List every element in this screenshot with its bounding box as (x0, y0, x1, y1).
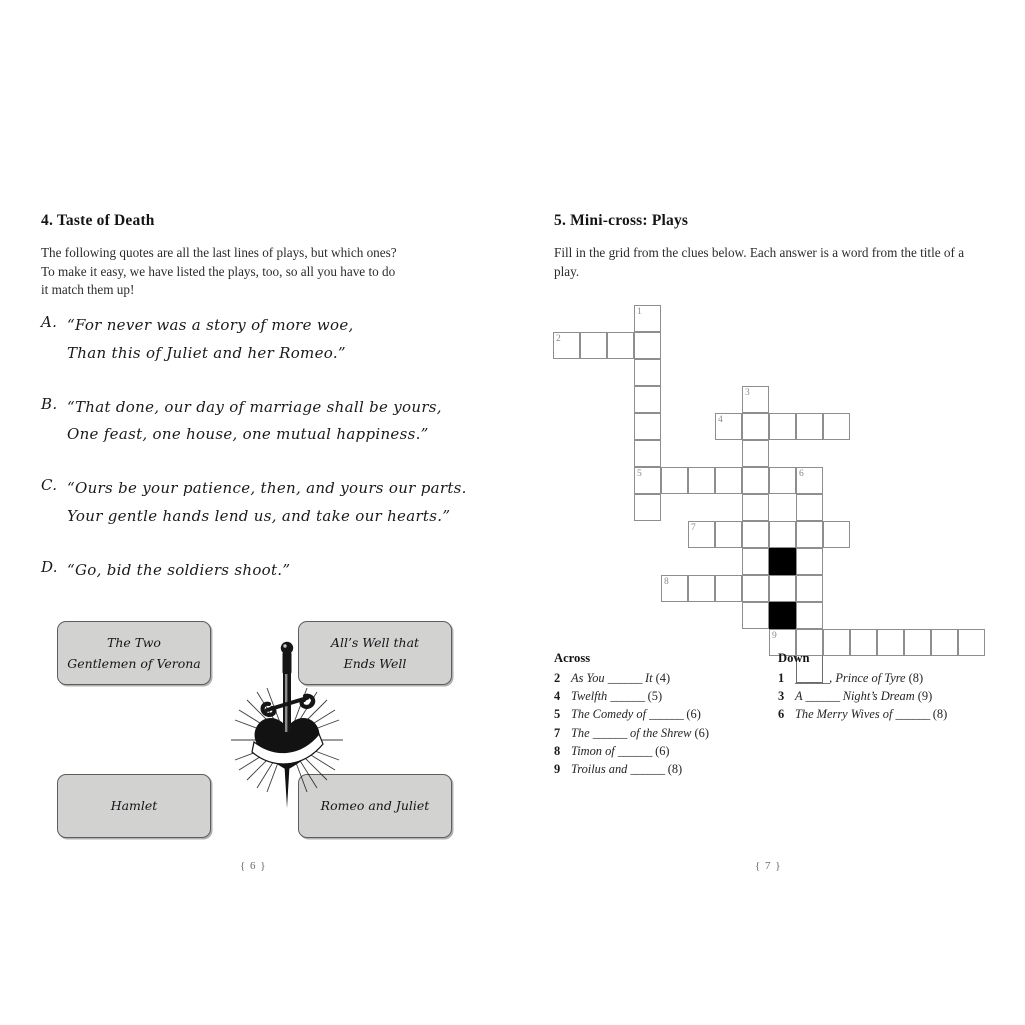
clue-number: 5 (554, 707, 561, 722)
crossword-cell[interactable] (742, 413, 769, 440)
crossword-cell[interactable] (715, 575, 742, 602)
clue-number: 2 (554, 671, 561, 685)
crossword-cell[interactable] (634, 305, 661, 332)
quote-list (41, 312, 467, 610)
answer-box-line1: Hamlet (110, 798, 158, 814)
answer-box-group (41, 608, 461, 858)
clue-across-4[interactable] (554, 687, 784, 705)
crossword-cell[interactable] (688, 521, 715, 548)
clue-number: 6 (778, 707, 785, 722)
crossword-cell-number: 7 (691, 523, 696, 533)
crossword-cell-number: 8 (664, 577, 669, 587)
clue-number: 3 (778, 689, 785, 704)
clue-blank: ______ (795, 671, 830, 685)
crossword-block-cell (769, 602, 796, 629)
crossword-cell[interactable] (553, 332, 580, 359)
clues-across-heading: Across (554, 651, 591, 665)
folio-left: { 6 } (240, 860, 267, 872)
quote-text (67, 475, 467, 531)
crossword-cell[interactable] (769, 521, 796, 548)
crossword-cell[interactable] (769, 413, 796, 440)
clue-down-3[interactable] (778, 687, 988, 705)
crossword-cell[interactable] (634, 494, 661, 521)
clue-blank: ______ (607, 671, 642, 685)
crossword-cell[interactable] (715, 413, 742, 440)
crossword-cell-number: 9 (772, 631, 777, 641)
clue-number: 8 (554, 743, 561, 758)
crossword-cell-number: 6 (799, 469, 804, 479)
clue-number: 4 (554, 689, 561, 704)
crossword-cell[interactable] (715, 467, 742, 494)
crossword-cell[interactable] (796, 494, 823, 521)
clue-blank: ______ (630, 762, 665, 777)
clue-number: 1 (778, 671, 785, 685)
clue-letter-count: (8) (929, 707, 948, 722)
left-page-header (41, 212, 401, 300)
clue-number: 9 (554, 762, 561, 777)
clue-letter-count: (9) (914, 689, 933, 704)
crossword-cell[interactable] (742, 521, 769, 548)
quote-label: D. (41, 557, 58, 576)
clue-blank: ______ (592, 725, 627, 740)
quote-item (41, 394, 441, 450)
crossword-cell[interactable] (796, 548, 823, 575)
crossword-cell[interactable] (769, 467, 796, 494)
clues-down-heading: Down (778, 651, 810, 665)
dagger-through-heart-icon (227, 630, 347, 820)
answer-box-line2: Ends Well (343, 656, 407, 671)
crossword-cell[interactable] (742, 386, 769, 413)
clue-number: 7 (554, 725, 561, 740)
answer-box-line1: Romeo and Juliet (320, 798, 430, 814)
clue-letter-count: (6) (652, 743, 670, 758)
quote-line: Than this of Juliet and her Romeo.” (67, 343, 346, 362)
answer-box-line2: Gentlemen of Verona (67, 656, 201, 671)
clue-text: Timon of ______ (6) (571, 743, 670, 758)
quote-label: C. (41, 476, 58, 494)
crossword-cell-number: 1 (637, 307, 642, 317)
quote-item (41, 475, 467, 531)
clue-down-6[interactable] (778, 705, 988, 723)
clue-across-8[interactable] (554, 742, 784, 760)
quote-line: “Ours be your patience, then, and yours our parts. (67, 479, 467, 497)
clue-text: ______, Prince of Tyre (8) (795, 671, 924, 685)
folio-right: { 7 } (755, 860, 782, 872)
crossword-cell[interactable] (634, 413, 661, 440)
crossword-cell-number: 3 (745, 388, 750, 398)
crossword-cell[interactable] (742, 467, 769, 494)
intro-text-right: Fill in the grid from the clues below. Each answer is a word from the title of a play. (554, 245, 965, 279)
quote-text (67, 557, 290, 585)
clue-text: Twelfth ______ (5) (571, 689, 663, 704)
crossword-cell[interactable] (580, 332, 607, 359)
clue-blank: ______ (610, 689, 645, 704)
crossword-cell-number: 4 (718, 415, 723, 425)
crossword-cell[interactable] (688, 575, 715, 602)
clue-letter-count: (4) (652, 671, 671, 685)
clue-letter-count: (6) (683, 707, 701, 722)
crossword-cell[interactable] (607, 332, 634, 359)
quote-line: “For never was a story of more woe, (67, 316, 354, 334)
quote-line: Your gentle hands lend us, and take our hearts.” (67, 506, 451, 525)
crossword-cell[interactable] (742, 575, 769, 602)
clue-across-2[interactable] (554, 669, 784, 687)
crossword-cell[interactable] (742, 602, 769, 629)
clue-letter-count: (8) (664, 762, 683, 777)
right-page-header (554, 212, 984, 281)
clue-blank: ______ (895, 707, 930, 722)
quote-item (41, 557, 441, 585)
quote-text (67, 312, 354, 368)
clue-blank: ______ (649, 707, 684, 722)
crossword-cell[interactable] (742, 548, 769, 575)
crossword-cell[interactable] (796, 575, 823, 602)
clue-blank: ______ (617, 743, 652, 758)
clue-letter-count: (5) (644, 689, 663, 704)
clue-across-7[interactable] (554, 724, 784, 742)
crossword-cell[interactable] (823, 521, 850, 548)
crossword-cell[interactable] (661, 575, 688, 602)
crossword-cell[interactable] (634, 359, 661, 386)
quote-line: One feast, one house, one mutual happiness.” (67, 425, 429, 444)
clue-blank: ______ (805, 689, 840, 704)
clue-down-1[interactable] (778, 669, 988, 687)
crossword-block-cell (769, 548, 796, 575)
crossword-cell[interactable] (769, 575, 796, 602)
answer-box-line1: The Two (107, 634, 161, 650)
clue-text: Troilus and ______ (8) (571, 762, 683, 777)
crossword-cell[interactable] (796, 521, 823, 548)
intro-text-left: The following quotes are all the last lines of plays, but which ones? To make it easy, we have listed the plays, too, so all you have to do it match them up! (41, 245, 397, 298)
quote-text (67, 394, 442, 450)
crossword-cell[interactable] (823, 413, 850, 440)
clues-down (778, 651, 988, 724)
crossword-cell[interactable] (688, 467, 715, 494)
crossword-cell[interactable] (715, 521, 742, 548)
quote-label: A. (41, 313, 58, 331)
answer-box-two-gentlemen[interactable] (57, 621, 211, 685)
quote-line: “Go, bid the soldiers shoot.” (67, 560, 291, 579)
crossword-cell[interactable] (796, 467, 823, 494)
answer-box-line1: All’s Well that (330, 634, 420, 650)
clue-text: As You ______ It (4) (571, 671, 671, 685)
quote-label: B. (41, 394, 58, 413)
crossword-cell[interactable] (634, 440, 661, 467)
clue-text: The Comedy of ______ (6) (571, 707, 701, 722)
crossword-cell[interactable] (661, 467, 688, 494)
crossword-grid[interactable] (553, 305, 993, 641)
crossword-cell[interactable] (796, 413, 823, 440)
clue-letter-count: (8) (905, 671, 924, 685)
clue-text: The Merry Wives of ______ (8) (795, 707, 948, 722)
answer-box-hamlet[interactable] (57, 774, 211, 838)
clue-letter-count: (6) (691, 725, 709, 740)
clues-across (554, 651, 784, 778)
crossword-cell[interactable] (742, 440, 769, 467)
crossword-cell[interactable] (634, 332, 661, 359)
crossword-cell-number: 5 (637, 469, 642, 479)
crossword-cell[interactable] (742, 494, 769, 521)
page-title-right: 5. Mini-cross: Plays (554, 212, 689, 229)
clue-text: The ______ of the Shrew (6) (571, 725, 709, 740)
crossword-cell[interactable] (634, 386, 661, 413)
quote-item (41, 312, 441, 368)
crossword-cell-number: 2 (556, 334, 561, 344)
quote-line: “That done, our day of marriage shall be yours, (67, 397, 442, 416)
page-title-left: 4. Taste of Death (41, 212, 155, 229)
crossword-cell[interactable] (796, 602, 823, 629)
clue-across-9[interactable] (554, 760, 784, 778)
clue-across-5[interactable] (554, 705, 784, 723)
clue-text: A ______ Night’s Dream (9) (795, 689, 933, 704)
crossword-cell[interactable] (634, 467, 661, 494)
